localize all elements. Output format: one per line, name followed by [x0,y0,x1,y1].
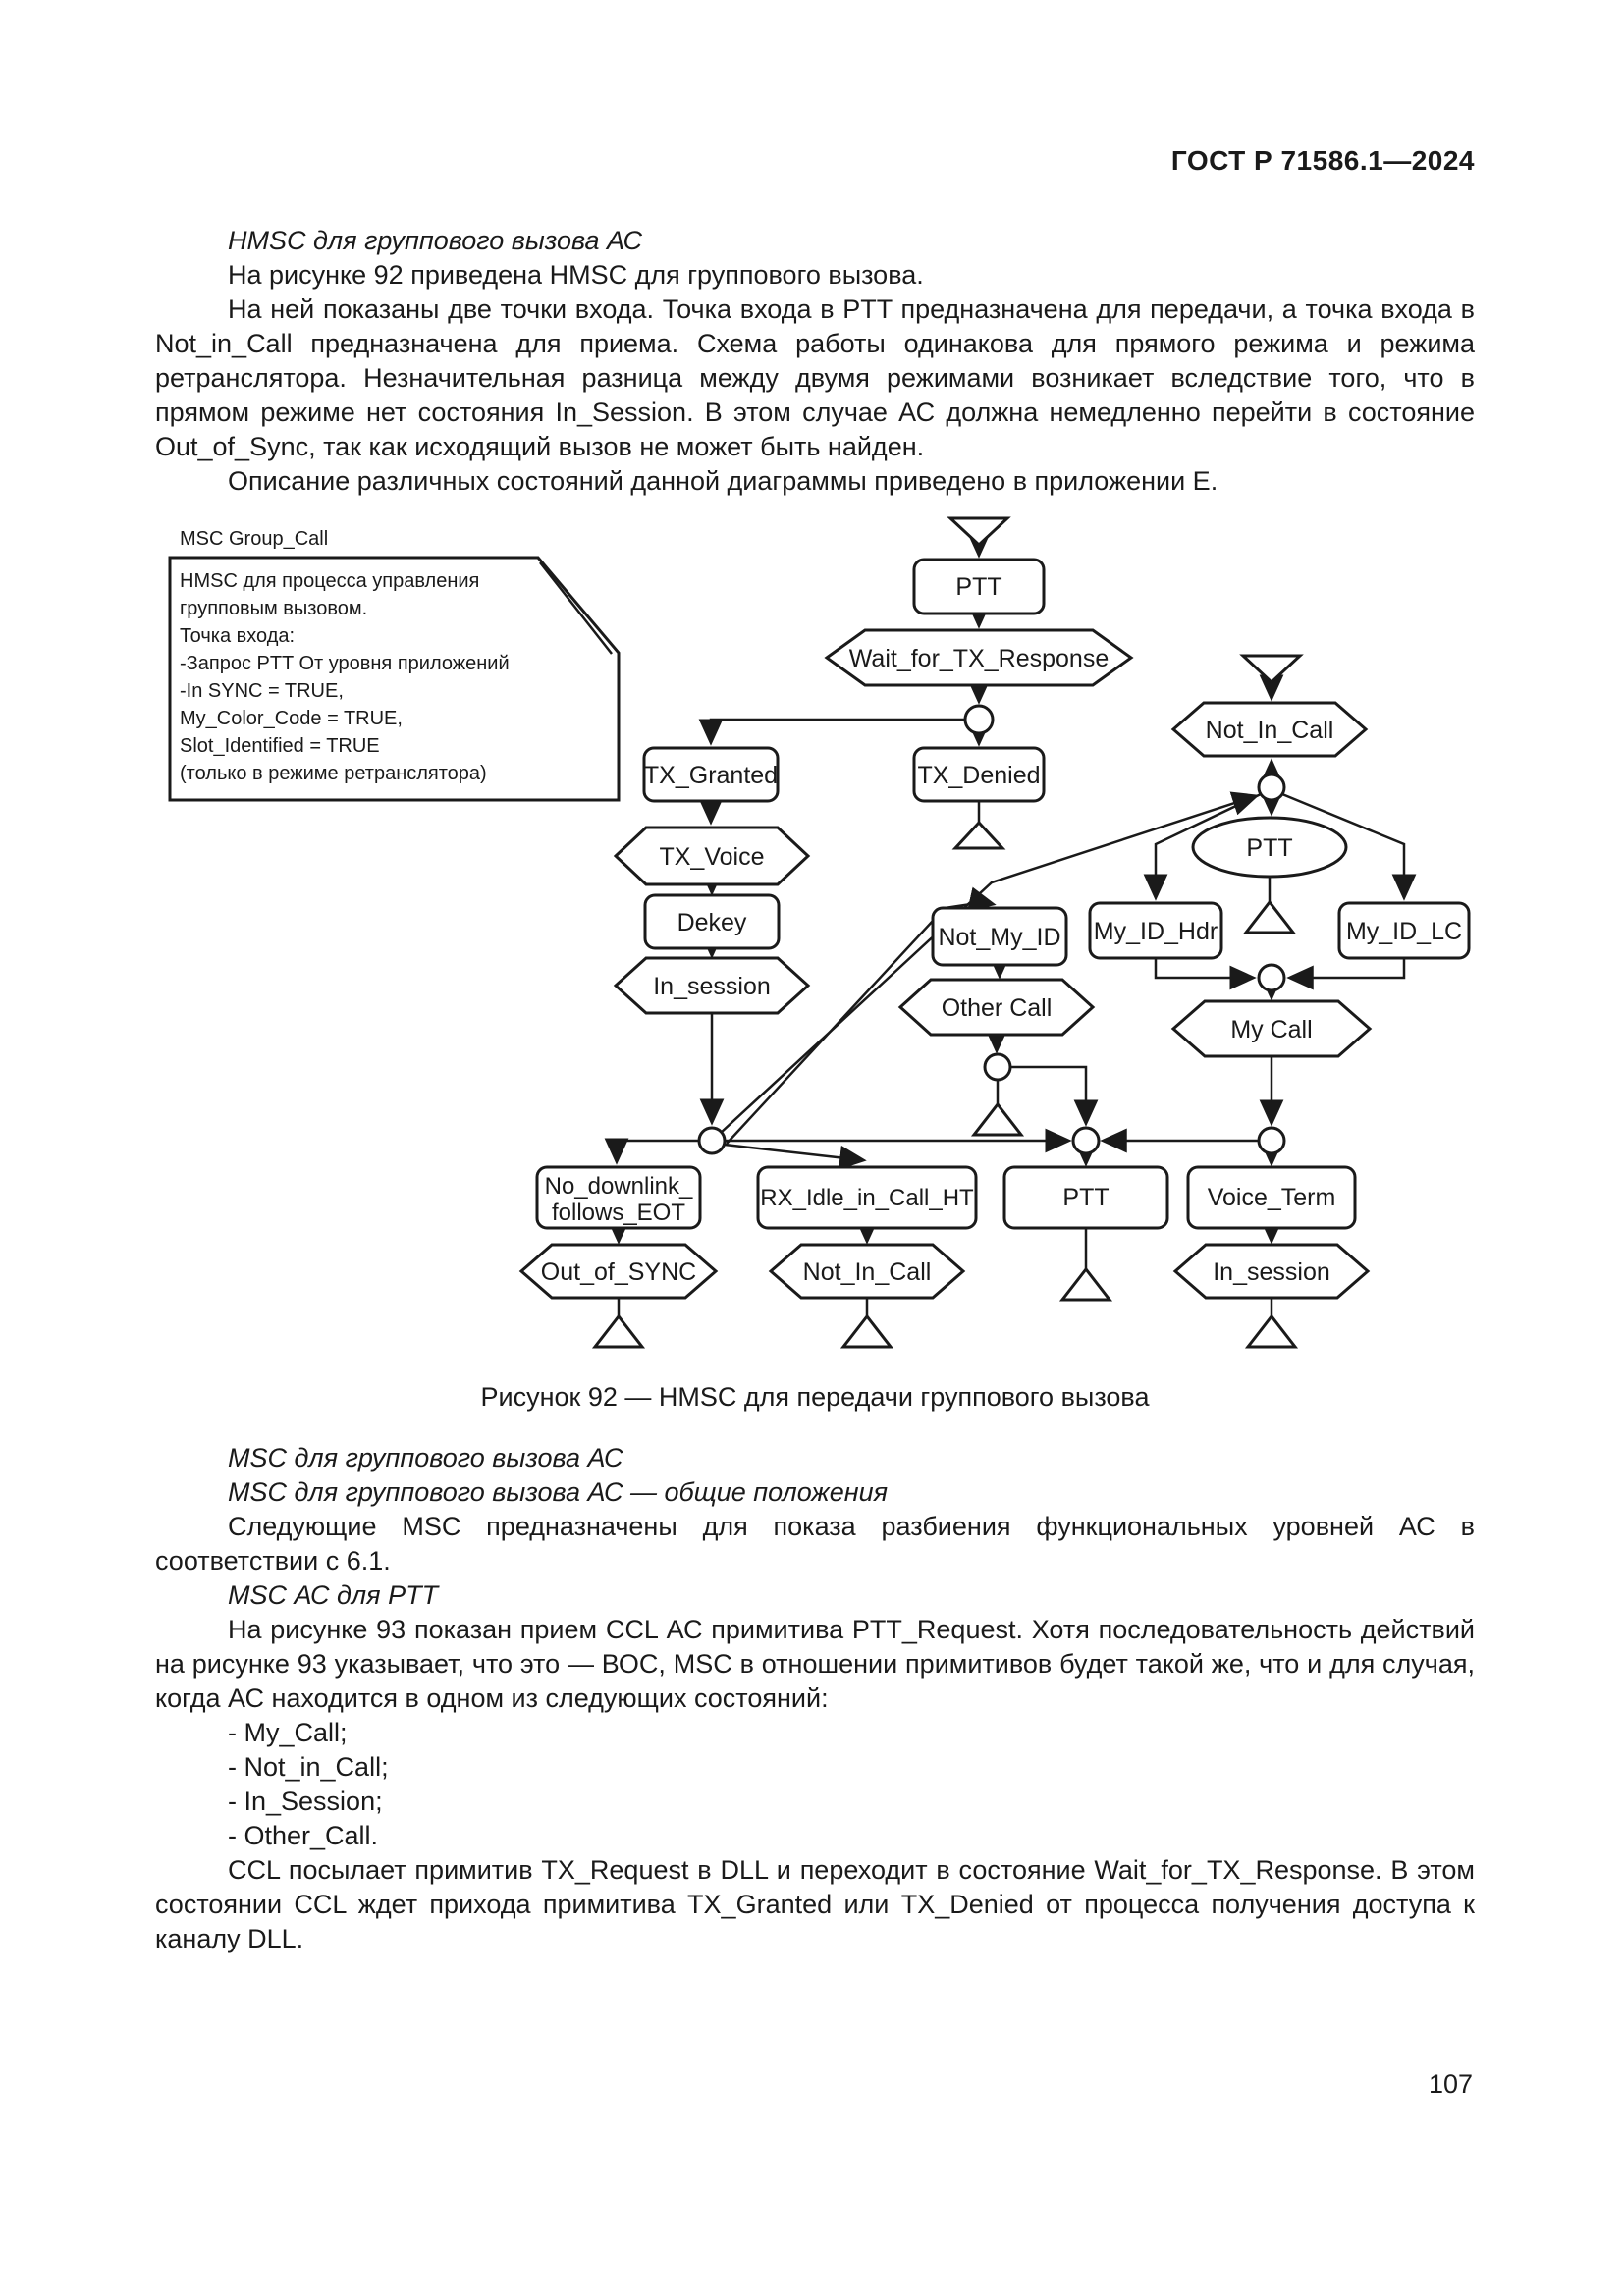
paragraph: CCL посылает примитив TX_Request в DLL и переходит в состояние Wait_for_TX_Response. В этом состоянии CCL ждет прихода примитива TX_Granted или TX_Denied от процесса получения доступа к каналу DLL. [155,1855,1475,1953]
node-no-downlink-follows-eot [537,1167,700,1228]
node-label: PTT [1062,1184,1110,1211]
node-voice-term [1188,1167,1355,1228]
node-not-in-call-bottom [771,1245,963,1298]
connector-circle-d [1259,965,1284,990]
paragraph: HMSC для группового вызова АС [228,226,643,255]
end-symbol [1062,1269,1110,1300]
note-line: Slot_Identified = TRUE [180,735,380,757]
node-my-id-lc [1339,903,1469,958]
connector-circle-b [699,1128,725,1153]
figure-caption: Рисунок 92 — HMSC для передачи группового вызова [480,1382,1150,1412]
paragraph: MSC АС для PTT [228,1580,439,1610]
node-rx-idle-in-call-ht [758,1167,976,1228]
body-text [155,1441,1475,1956]
paragraph: Описание различных состояний данной диаграммы приведено в приложении Е. [228,466,1218,496]
paragraph: MSC для группового вызова АС [228,1443,623,1472]
node-label: follows_EOT [551,1200,686,1226]
connector-circle-c [1259,774,1284,800]
list-item: - Not_in_Call; [228,1752,389,1782]
connector-circle-f [1073,1128,1099,1153]
node-label: My Call [1230,1016,1313,1043]
node-label: TX_Denied [917,762,1041,789]
paragraph: На ней показаны две точки входа. Точка входа в PTT предназначена для передачи, а точка входа в Not_in_Call предназначена для приема. Схема работы одинакова для прямого режима и режима ретранслятора. Незначительная разница между двумя режимами возникает вследствие того, что в прямом режиме нет состояния In_Session. В этом случае АС должна немедленно перейти в состояние Out_of_Sync, так как исходящий вызов не может быть найден. [155,294,1475,461]
paragraph: Следующие MSC предназначены для показа разбиения функциональных уровней АС в соответствии с 6.1. [155,1512,1475,1575]
node-label: TX_Voice [659,843,765,871]
list-item: - Other_Call. [228,1821,379,1850]
diagram-title: MSC Group_Call [180,528,329,550]
node-my-id-hdr [1090,903,1221,958]
node-ptt-top [914,560,1044,614]
end-symbol [974,1104,1021,1135]
node-my-call [1173,1001,1370,1056]
node-label: Other Call [941,994,1053,1022]
end-symbol [843,1316,891,1347]
page-number: 107 [1428,2069,1473,2099]
note-box [170,558,619,800]
note-line: групповым вызовом. [180,598,368,619]
node-label: Not_In_Call [802,1258,932,1286]
note-line: Точка входа: [180,625,296,647]
end-symbol [1248,1316,1295,1347]
node-label: TX_Granted [643,762,779,789]
node-label: In_session [653,973,771,1000]
node-in-session [616,958,808,1013]
node-label: Out_of_SYNC [540,1258,697,1286]
node-label: Wait_for_TX_Response [848,645,1110,672]
note-line: (только в режиме ретранслятора) [180,763,487,784]
node-label: RX_Idle_in_Call_HT [760,1185,974,1211]
list-item: - My_Call; [228,1718,348,1747]
node-label: Dekey [677,909,747,936]
note-line: -Запрос PTT От уровня приложений [180,653,510,674]
node-dekey [645,895,779,948]
node-not-in-call-right [1173,703,1366,756]
node-label: Not_My_ID [938,924,1061,951]
note-line: My_Color_Code = TRUE, [180,708,403,729]
node-tx-voice [616,828,808,884]
paragraph: На рисунке 93 показан прием CCL АС примитива PTT_Request. Хотя последовательность действий на рисунке 93 указывает, что это — ВОС, MSC в отношении примитивов будет такой же, что и для случая, когда АС находится в одном из следующих состояний: [155,1615,1475,1713]
node-label: No_downlink_ [544,1173,693,1200]
paragraph: На рисунке 92 приведена HMSC для группового вызова. [228,260,924,290]
node-in-session-bottom [1175,1245,1368,1298]
node-label: PTT [955,573,1002,601]
node-label: Voice_Term [1207,1184,1336,1211]
node-label: PTT [1246,834,1293,862]
note-line: HMSC для процесса управления [180,570,480,592]
node-tx-denied [914,748,1044,801]
node-ptt-bottom [1004,1167,1167,1228]
entry-symbol-not-in-call [1243,656,1300,682]
node-label: Not_In_Call [1205,717,1334,744]
node-other-call [900,980,1093,1035]
entry-symbol-ptt [950,518,1007,545]
node-wait-for-tx-response [827,630,1131,685]
end-symbol [595,1316,642,1347]
connector-circle-g [985,1054,1010,1080]
node-label: My_ID_Hdr [1093,918,1218,945]
end-symbol [1246,902,1293,933]
node-out-of-sync [521,1245,716,1298]
node-label: In_session [1213,1258,1330,1286]
node-not-my-id [933,908,1066,965]
note-line: -In SYNC = TRUE, [180,680,344,702]
connector-circle-e [1259,1128,1284,1153]
connector-circle-a [965,706,993,733]
node-label: My_ID_LC [1345,918,1463,945]
end-symbol [955,823,1002,848]
intro-text [155,224,1475,499]
page-header: ГОСТ Р 71586.1—2024 [1170,145,1475,176]
node-tx-granted [644,748,778,801]
node-ptt-reference [1193,818,1346,877]
list-item: - In_Session; [228,1787,383,1816]
figure-hmsc-group-call [147,506,1532,1433]
paragraph: MSC для группового вызова АС — общие положения [228,1477,889,1507]
